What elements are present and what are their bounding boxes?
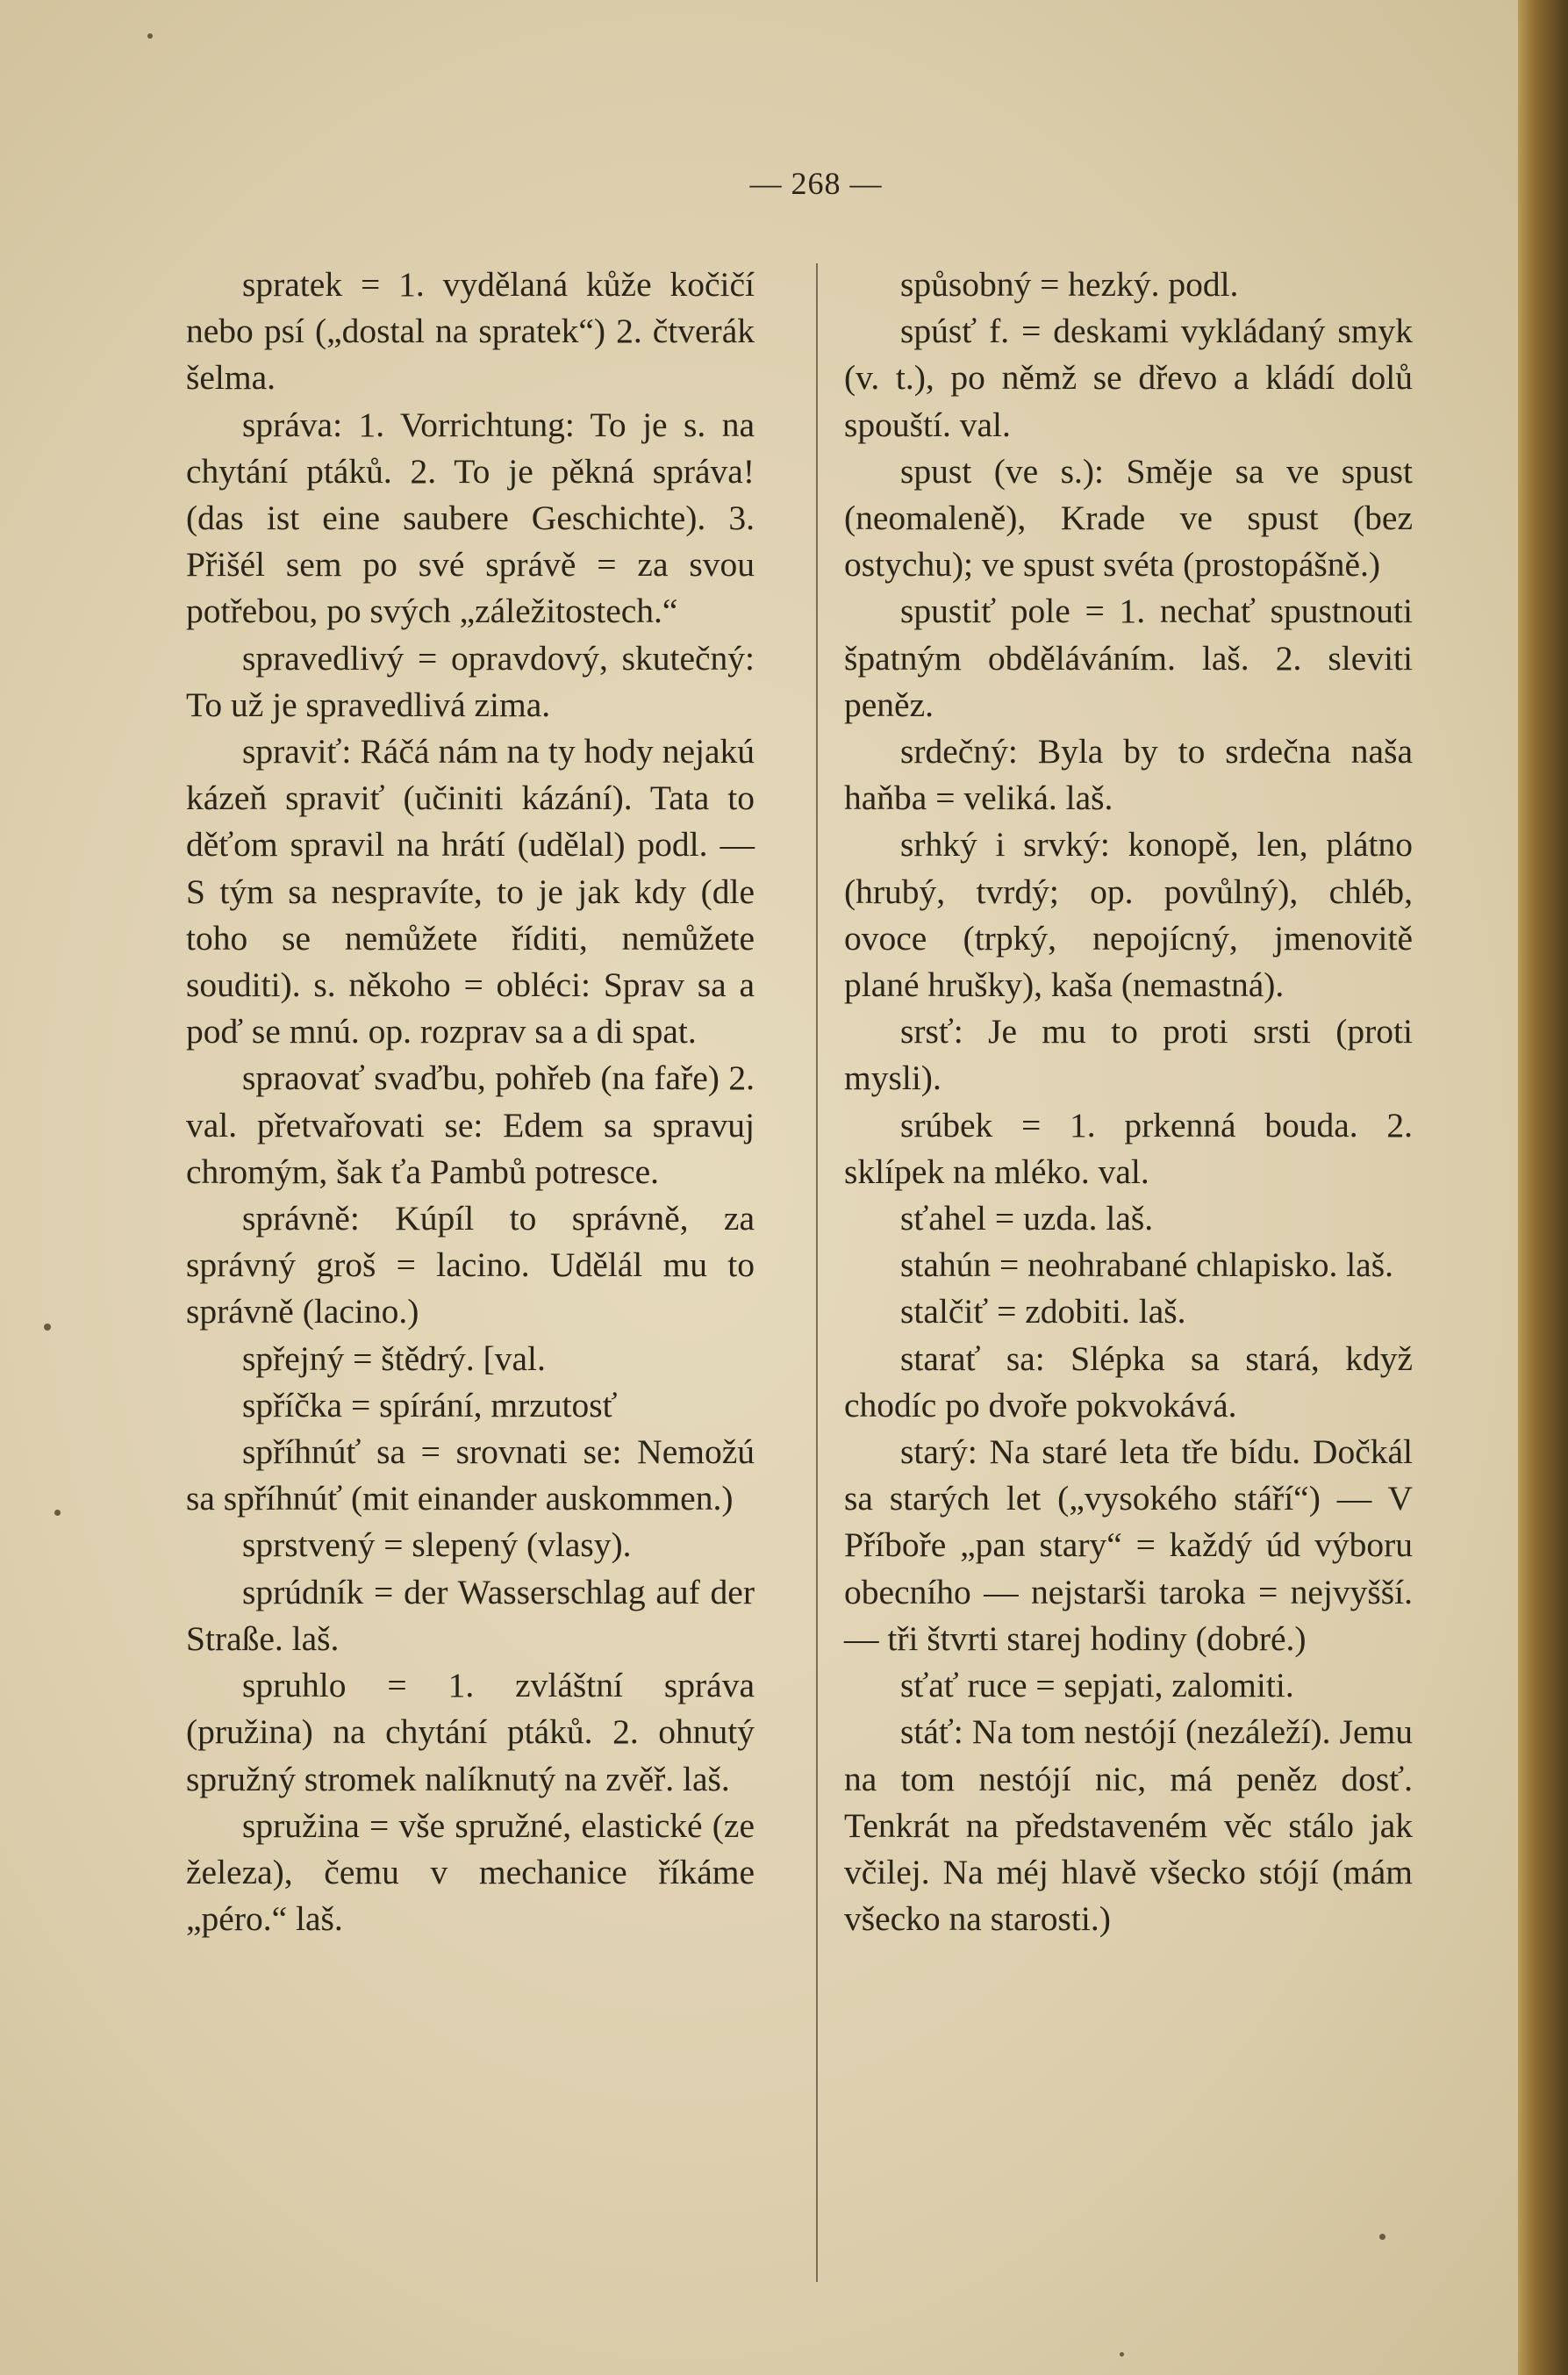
dictionary-entry: starý: Na staré leta tře bídu. Dočkál sa starých let („vysokého stáří“) — V Příboře „pan stary“ = každý úd výboru obecního — nejstarši taroka = nejvyšší. — tři štvrti starej hodiny (dobré.): [844, 1432, 1413, 1658]
dictionary-entry: stahún = neohrabané chlapisko. laš.: [900, 1245, 1393, 1285]
dictionary-entry: spůsobný = hezký. podl.: [900, 265, 1239, 304]
dictionary-entry: správně: Kúpíl to správně, za správný groš = lacino. Udělál mu to správně (lacino.): [186, 1199, 755, 1331]
dictionary-entry: sprúdník = der Wasserschlag auf der Straße. laš.: [186, 1572, 755, 1658]
paper-speck: [44, 1324, 51, 1331]
dictionary-entry: spust (ve s.): Směje sa ve spust (neomaleně), Krade ve spust (bez ostychu); ve spust svéta (prostopášně.): [844, 451, 1413, 585]
dictionary-entry: spravedlivý = opravdový, skutečný: To už je spravedlivá zima.: [186, 638, 755, 724]
dictionary-entry: starať sa: Slépka sa stará, když chodíc po dvoře pokvokává.: [844, 1338, 1413, 1424]
page-number: — 268 —: [749, 166, 883, 201]
right-column: [844, 262, 1413, 1942]
dictionary-entry: srdečný: Byla by to srdečna naša haňba = veliká. laš.: [844, 732, 1413, 818]
dictionary-entry: spřejný = štědrý. [val.: [242, 1338, 546, 1378]
dictionary-entry: spratek = 1. vydělaná kůže kočičí nebo psí („dostal na spratek“) 2. čtverák šelma.: [186, 265, 755, 398]
paper-speck: [147, 33, 153, 39]
dictionary-entry: správa: 1. Vorrichtung: To je s. na chytání ptáků. 2. To je pěkná správa! (das ist eine saubere Geschichte). 3. Přišél sem po své správě = za svou potřebou, po svých „záležitostech.“: [186, 405, 755, 631]
column-divider: [816, 263, 818, 2282]
dictionary-entry: spříhnúť sa = srovnati se: Nemožú sa spříhnúť (mit einander auskommen.): [186, 1432, 755, 1518]
dictionary-entry: srúbek = 1. prkenná bouda. 2. sklípek na mléko. val.: [844, 1105, 1413, 1191]
paper-speck: [1379, 2234, 1385, 2240]
book-binding-edge: [1518, 0, 1568, 2375]
dictionary-entry: sťahel = uzda. laš.: [900, 1199, 1154, 1238]
dictionary-entry: srsť: Je mu to proti srsti (proti mysli).: [844, 1012, 1413, 1098]
paper-speck: [54, 1510, 61, 1516]
dictionary-entry: spříčka = spírání, mrzutosť: [242, 1385, 618, 1424]
dictionary-entry: stáť: Na tom nestójí (nezáleží). Jemu na tom nestójí nic, má peněz dosť. Tenkrát na představeném věc stálo jak včilej. Na méj hlavě všecko stójí (mám všecko na starosti.): [844, 1712, 1413, 1939]
dictionary-entry: spraviť: Ráčá nám na ty hody nejakú kázeň spraviť (učiniti kázání). Tata to děťom spravil na hrátí (udělal) podl. — S tým sa nespravíte, to je jak kdy (dle toho se nemůžete říditi, nemůžete souditi). s. někoho = obléci: Sprav sa a poď se mnú. op. rozprav sa a di spat.: [186, 732, 755, 1051]
dictionary-entry: spúsť f. = deskami vykládaný smyk (v. t.), po němž se dřevo a kládí dolů spouští. val.: [844, 312, 1413, 444]
dictionary-entry: sťať ruce = sepjati, zalomiti.: [900, 1666, 1294, 1705]
dictionary-entry: spružina = vše spružné, elastické (ze železa), čemu v mechanice říkáme „péro.“ laš.: [186, 1805, 755, 1939]
paper-speck: [1120, 2352, 1124, 2357]
dictionary-entry: stalčiť = zdobiti. laš.: [900, 1292, 1186, 1331]
dictionary-entry: spustiť pole = 1. nechať spustnouti špatným obděláváním. laš. 2. sleviti peněz.: [844, 592, 1413, 724]
dictionary-entry: srhký i srvký: konopě, len, plátno (hrubý, tvrdý; op. povůlný), chléb, ovoce (trpký, nepojícný, jmenovitě plané hrušky), kaša (nemastná).: [844, 825, 1413, 1005]
dictionary-entry: spraovať svaďbu, pohřeb (na faře) 2. val. přetvařovati se: Edem sa spravuj chromým, šak ťa Pambů potresce.: [186, 1058, 755, 1191]
dictionary-entry: spruhlo = 1. zvláštní správa (pružina) na chytání ptáků. 2. ohnutý spružný stromek nalíknutý na zvěř. laš.: [186, 1666, 755, 1798]
dictionary-entry: sprstvený = slepený (vlasy).: [242, 1525, 632, 1565]
left-column: [186, 262, 755, 1942]
